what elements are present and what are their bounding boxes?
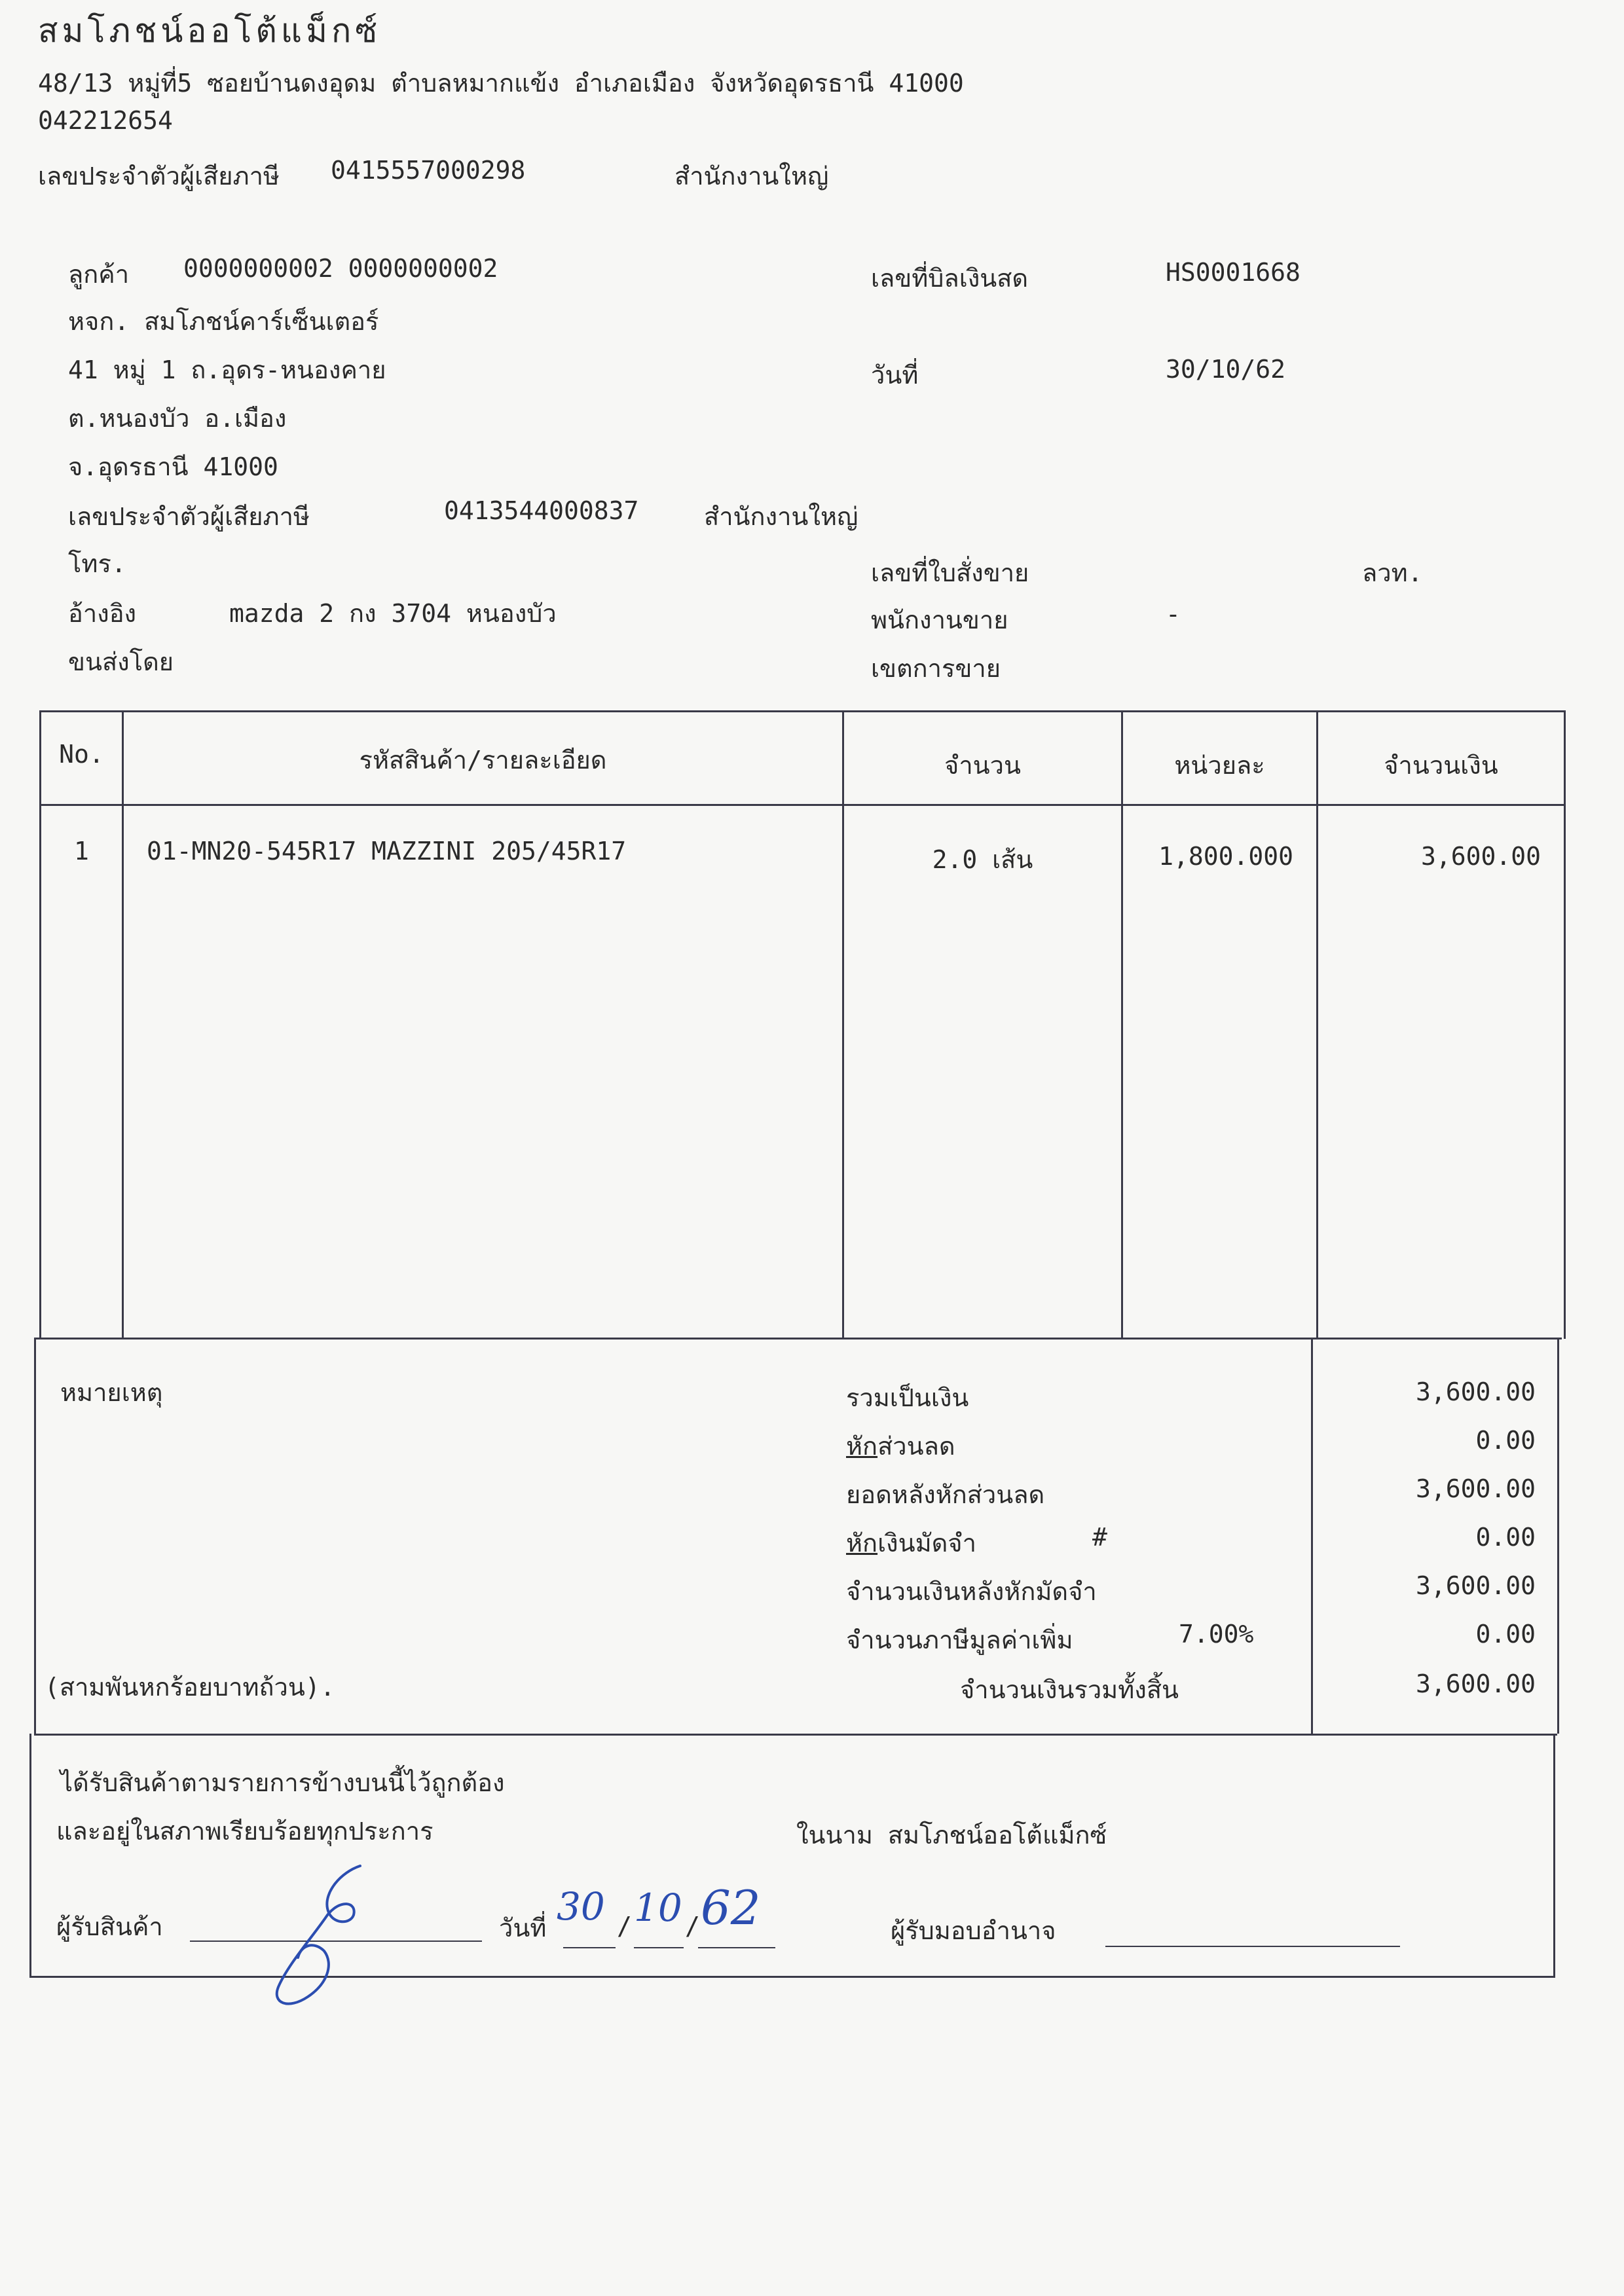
row-quantity: 2.0 เส้น xyxy=(932,845,1033,874)
sales-person-value: - xyxy=(1166,600,1181,629)
after-deposit-label: จำนวนเงินหลังหักมัดจำ xyxy=(846,1577,1097,1606)
bill-no-label: เลขที่บิลเงินสด xyxy=(871,264,1029,293)
customer-address-1: 41 หมู่ 1 ถ.อุดร-หนองคาย xyxy=(68,355,386,384)
invoice-date: 30/10/62 xyxy=(1166,355,1286,384)
company-branch: สำนักงานใหญ่ xyxy=(674,162,829,191)
customer-phone-label: โทร. xyxy=(68,549,126,578)
handwritten-year: 62 xyxy=(701,1880,761,1935)
customer-label: ลูกค้า xyxy=(68,260,130,289)
after-discount-label: ยอดหลังหักส่วนลด xyxy=(846,1480,1045,1509)
handwritten-day: 30 xyxy=(557,1884,605,1929)
deposit-hash: # xyxy=(1092,1523,1107,1552)
remarks-label: หมายเหตุ xyxy=(60,1378,163,1407)
date-slash-2: / xyxy=(685,1912,700,1941)
bill-no: HS0001668 xyxy=(1166,258,1301,287)
company-phone: 042212654 xyxy=(38,106,173,135)
header-quantity: จำนวน xyxy=(944,751,1021,780)
authorized-label: ผู้รับมอบอำนาจ xyxy=(891,1916,1056,1945)
customer-code: 0000000002 0000000002 xyxy=(183,254,498,283)
discount-prefix: หัก xyxy=(846,1432,878,1461)
customer-address-3: จ.อุดรธานี 41000 xyxy=(68,452,278,481)
date-day-line xyxy=(563,1947,616,1948)
date-label: วันที่ xyxy=(871,361,919,390)
row-unit-price: 1,800.000 xyxy=(1158,842,1293,871)
date-slash-1: / xyxy=(617,1912,632,1941)
company-tax-id-label: เลขประจำตัวผู้เสียภาษี xyxy=(38,162,280,191)
footer-date-label: วันที่ xyxy=(499,1914,547,1942)
header-description: รหัสสินค้า/รายละเอียด xyxy=(359,746,607,774)
order-no-label: เลขที่ใบสั่งขาย xyxy=(871,558,1029,587)
deposit-prefix: หัก xyxy=(846,1529,878,1558)
row-amount: 3,600.00 xyxy=(1420,842,1541,871)
customer-name: หจก. สมโภชน์คาร์เซ็นเตอร์ xyxy=(68,307,379,336)
received-text-2: และอยู่ในสภาพเรียบร้อยทุกประการ xyxy=(56,1817,434,1846)
customer-tax-id: 0413544000837 xyxy=(444,496,639,525)
deposit-value: 0.00 xyxy=(1475,1523,1536,1552)
ship-by-label: ขนส่งโดย xyxy=(68,647,174,676)
vat-label: จำนวนภาษีมูลค่าเพิ่ม xyxy=(846,1626,1073,1654)
vat-rate: 7.00% xyxy=(1179,1620,1254,1649)
company-address: 48/13 หมู่ที่5 ซอยบ้านดงอุดม ตำบลหมากแข้ง อำเภอเมือง จังหวัดอุดรธานี 41000 xyxy=(38,69,964,98)
received-text-1: ได้รับสินค้าตามรายการข้างบนนี้ไว้ถูกต้อง xyxy=(60,1768,505,1797)
customer-address-2: ต.หนองบัว อ.เมือง xyxy=(68,404,287,433)
discount-value: 0.00 xyxy=(1475,1426,1536,1455)
discount-label: ส่วนลด xyxy=(877,1432,955,1461)
grand-total-label: จำนวนเงินรวมทั้งสิ้น xyxy=(960,1675,1179,1704)
header-unit-price: หน่วยละ xyxy=(1174,751,1265,780)
company-name: สมโภชน์ออโต้แม็กซ์ xyxy=(38,12,382,50)
reference-label: อ้างอิง xyxy=(68,599,137,628)
authorized-signature-line xyxy=(1105,1946,1400,1947)
grand-total-value: 3,600.00 xyxy=(1415,1669,1536,1698)
subtotal-label: รวมเป็นเงิน xyxy=(846,1383,969,1412)
customer-tax-id-label: เลขประจำตัวผู้เสียภาษี xyxy=(68,502,310,531)
sales-person-label: พนักงานขาย xyxy=(871,606,1008,634)
receiver-label: ผู้รับสินค้า xyxy=(56,1912,163,1941)
after-discount-value: 3,600.00 xyxy=(1415,1474,1536,1503)
row-description: 01-MN20-545R17 MAZZINI 205/45R17 xyxy=(147,837,627,866)
date-month-line xyxy=(634,1947,684,1948)
row-no: 1 xyxy=(74,837,89,866)
sales-area-label: เขตการขาย xyxy=(871,654,1001,683)
date-year-line xyxy=(698,1947,775,1948)
vat-value: 0.00 xyxy=(1475,1620,1536,1649)
signature xyxy=(262,1853,393,2010)
header-no: No. xyxy=(59,740,104,769)
customer-branch: สำนักงานใหญ่ xyxy=(704,502,858,531)
subtotal-value: 3,600.00 xyxy=(1415,1377,1536,1406)
reference-value: mazda 2 กง 3704 หนองบัว xyxy=(229,599,557,628)
amount-in-words: (สามพันหกร้อยบาทถ้วน). xyxy=(45,1673,335,1702)
handwritten-month: 10 xyxy=(634,1886,682,1930)
deposit-label: เงินมัดจำ xyxy=(877,1529,976,1558)
on-behalf-text: ในนาม สมโภชน์ออโต้แม็กซ์ xyxy=(796,1821,1107,1850)
after-deposit-value: 3,600.00 xyxy=(1415,1571,1536,1600)
header-amount: จำนวนเงิน xyxy=(1384,751,1498,780)
order-no-value: ลวท. xyxy=(1362,558,1423,587)
company-tax-id: 0415557000298 xyxy=(331,156,526,185)
